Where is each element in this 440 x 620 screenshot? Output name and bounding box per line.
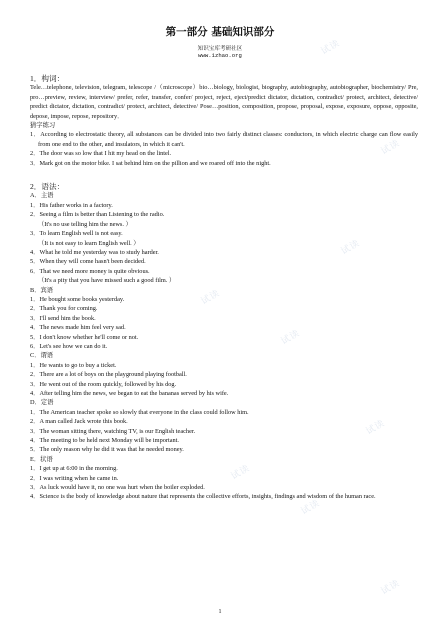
list-item: （It is not easy to learn English well. ） (38, 239, 140, 247)
list-item: 3．I'll send him the book. (30, 314, 96, 322)
subsection-label: C．谓语 (30, 352, 54, 360)
list-item: （It's no use telling him the news. ） (38, 220, 132, 228)
list-item: 6．That we need more money is quite obvious. (30, 267, 150, 275)
page-number: 1 (218, 609, 222, 615)
list-item: 4．The news made him feel very sad. (30, 324, 126, 332)
list-item: 2．Seeing a film is better than Listening to the radio. (30, 211, 165, 219)
list-item: 3．To learn English well is not easy. (30, 230, 123, 238)
source-url: www.1zhao.org (198, 52, 242, 59)
list-item: 4．What he told me yesterday was to study harder. (30, 248, 159, 256)
list-item: 6．Let's see how we can do it. (30, 342, 108, 350)
watermark: 试读 (279, 328, 302, 348)
list-item: 5．The only reason why he did it was that he needed money. (30, 446, 184, 454)
watermark: 试读 (364, 418, 387, 438)
list-item: 2．The door was so low that I hit my head on the lintel. (30, 150, 172, 158)
source-name: 知识宝库考研社区 (197, 46, 243, 52)
page-title: 第一部分 基础知识部分 (165, 26, 275, 38)
watermark: 试读 (339, 238, 362, 258)
practice-label: 猜字练习 (30, 122, 56, 130)
list-item: 2．There are a lot of boys on the playground playing football. (30, 371, 187, 379)
list-item: 1．According to electrostatic theory, all substances can be divided into two fairly distinct classes: conductors, in which electric charge can flow easily from one end to the other, and insulators, in which it can't. (30, 131, 418, 148)
list-item: 2．A man called Jack wrote this book. (30, 418, 128, 426)
list-item: 4．Science is the body of knowledge about nature that represents the collective efforts, insights, findings and wisdom of the human race. (30, 493, 376, 501)
list-item: 3．Mark got on the motor bike. I sat behind him on the pillion and we roared off into the night. (30, 159, 271, 167)
list-item: 3．As luck would have it, no one was hurt when the boiler exploded. (30, 484, 205, 492)
list-item: 1．He wants to go to buy a ticket. (30, 361, 117, 369)
list-item: 4．The meeting to be held next Monday will be important. (30, 437, 179, 445)
subsection-label: E．状语 (30, 455, 53, 463)
subsection-label: D．定语 (30, 399, 54, 407)
list-item: 4．After telling him the news, we began to eat the bananas served by his wife. (30, 390, 229, 397)
document-body (30, 72, 418, 502)
section-heading: 1．构词： (30, 74, 65, 83)
list-item: 3．He went out of the room quickly, followed by his dog. (30, 380, 177, 388)
list-item: 1．I get up at 6:00 in the morning. (30, 465, 118, 473)
watermark: 试读 (379, 138, 402, 158)
section-heading: 2．语法： (30, 182, 65, 192)
list-item: 5．I don't know whether he'll come or not. (30, 333, 139, 341)
list-item: 2．Thank you for coming. (30, 305, 98, 313)
watermark: 试读 (319, 38, 342, 58)
subsection-label: A．主语 (30, 192, 54, 200)
list-item: 2．I was writing when he came in. (30, 474, 119, 482)
subsection-label: B．宾语 (30, 286, 54, 294)
watermark: 试读 (379, 578, 402, 598)
watermark: 试读 (229, 463, 252, 483)
list-item: 5．When they will come hasn't been decided. (30, 258, 146, 266)
list-item: （It's a pity that you have missed such a good film. ） (38, 277, 176, 285)
list-item: 1．The American teacher spoke so slowly that everyone in the class could follow him. (30, 408, 249, 416)
watermark: 试读 (299, 498, 322, 518)
word-formation-paragraph: Tele…telephone, television, telegram, telescope /（microscope）bio…biology, biologist, biography, autobiography, autobiographer, biochemistry/ Pre, pro…preview, review, interview/ prefer, refer, transfer, confer/ project, reject, eject/predict dictator, dictation, contradict/ protect, architect, detective/ predict dictator, dictation, contradict/ protect, architect, detective/ Pose…position, composition, propose, proposal, expose, exposure, oppose, opposite, depose, impose, repose, repository． (30, 84, 418, 120)
list-item: 1．He bought some books yesterday. (30, 295, 125, 303)
watermark: 试读 (199, 288, 222, 308)
list-item: 1．His father works in a factory. (30, 201, 113, 209)
list-item: 3．The woman sitting there, watching TV, is our English teacher. (30, 427, 196, 435)
